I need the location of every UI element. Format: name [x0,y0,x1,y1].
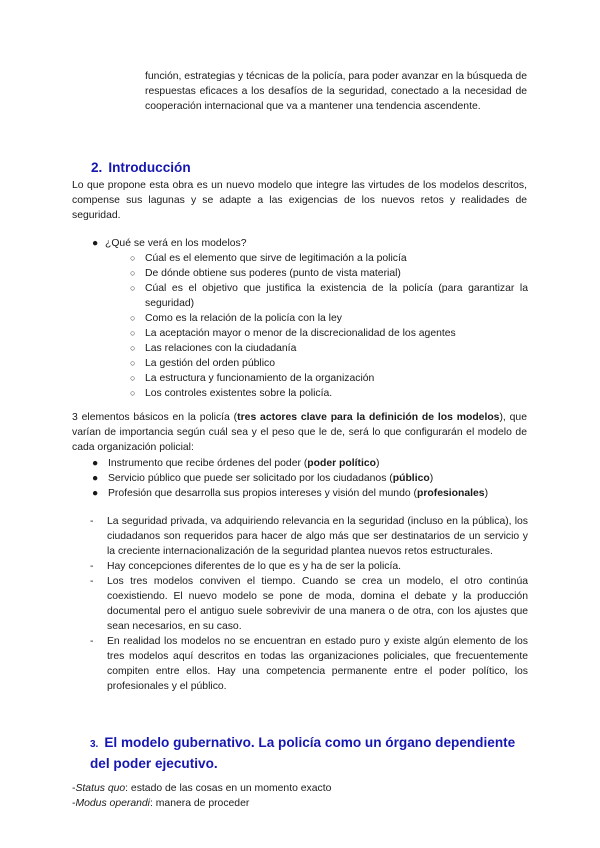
question-text: ¿Qué se verá en los modelos? [105,238,247,249]
definition-term: Modus operandi [75,798,150,809]
actor-text-end: ) [429,473,434,484]
list-item-text: De dónde obtiene sus poderes (punto de vista material) [145,268,401,279]
models-subitems-list [130,251,528,401]
circle-bullet-icon: ○ [130,283,136,293]
list-item-text: La gestión del orden público [145,358,275,369]
actors-intro-text-end: ), que varían de importancia según cuál sea y el peso que le de, será lo que configurarán el modelo de cada organización policial: [72,412,527,453]
list-item [130,266,528,281]
section-number: 2. [91,160,103,175]
bullet-icon: ● [92,488,99,499]
definition-modus-operandi [72,796,527,811]
actor-text: Profesión que desarrolla sus propios intereses y visión del mundo ( [108,488,417,499]
list-item-text: Como es la relación de la policía con la ley [145,313,342,324]
models-question [92,236,532,251]
section-title: Introducción [108,160,191,175]
actor-text-end: ) [375,458,380,469]
dash-bullet-icon: - [90,561,94,572]
actors-paragraph [72,410,527,455]
observations-list [90,514,528,694]
circle-bullet-icon: ○ [130,313,136,323]
list-item [130,356,528,371]
definition-prefix: - [72,783,76,794]
definition-prefix: - [72,798,76,809]
list-item [92,486,532,501]
dash-bullet-icon: - [90,516,94,527]
list-item [90,574,528,634]
bullet-icon: ● [92,458,99,469]
actor-bold: público [392,473,430,484]
actor-text-end: ) [484,488,489,499]
section-title: El modelo gubernativo. La policía como un órgano dependiente del poder ejecutivo. [90,735,516,771]
list-item-text: La seguridad privada, va adquiriendo relevancia en la seguridad (incluso en la pública), los ciudadanos son requeridos para hacer de algo más que ser destinatarios de un servicio y la creciente internacionalización de la seguridad plantea nuevos retos estructurales. [107,516,528,557]
list-item [90,514,528,559]
actor-text: Servicio público que puede ser solicitado por los ciudadanos ( [108,473,393,484]
list-item [130,311,528,326]
dash-bullet-icon: - [90,576,94,587]
circle-bullet-icon: ○ [130,328,136,338]
list-item [90,634,528,694]
definition-status-quo [72,781,527,796]
list-item [130,251,528,266]
bullet-icon: ● [92,473,99,484]
section-number: 3. [90,739,99,750]
list-item [130,341,528,356]
intro-paragraph: función, estrategias y técnicas de la policía, para poder avanzar en la búsqueda de respuestas eficaces a los desafíos de la seguridad, conectado a la necesidad de cooperación internacional que va a mantener una tendencia ascendente. [145,71,527,112]
circle-bullet-icon: ○ [130,373,136,383]
list-item-text: En realidad los modelos no se encuentran en estado puro y existe algún elemento de los tres modelos aquí descritos en todas las organizaciones policiales, que frecuentemente compiten entre ellos. Hay una competencia permanente entre el poder político, los profesionales y el público. [107,636,528,692]
circle-bullet-icon: ○ [130,388,136,398]
list-item [130,371,528,386]
dash-bullet-icon: - [90,636,94,647]
list-item-text: Cúal es el objetivo que justifica la existencia de la policía (para garantizar la seguridad) [145,283,528,309]
list-item [130,326,528,341]
circle-bullet-icon: ○ [130,268,136,278]
actor-text: Instrumento que recibe órdenes del poder ( [108,458,308,469]
list-item [92,456,532,471]
bullet-icon: ● [92,238,99,249]
list-item [130,386,528,401]
circle-bullet-icon: ○ [130,358,136,368]
list-item-text: La aceptación mayor o menor de la discrecionalidad de los agentes [145,328,456,339]
section-heading-modelo-gubernativo [90,733,530,773]
intro-body-paragraph: Lo que propone esta obra es un nuevo modelo que integre las virtudes de los modelos descritos, compense sus lagunas y se adapte a las exigencias de los nuevos retos y realidades de seguridad. [72,180,527,221]
actors-intro-text: 3 elementos básicos en la policía ( [72,412,238,423]
definition-text: : estado de las cosas en un momento exacto [125,783,332,794]
list-item [92,471,532,486]
actor-bold: poder político [307,458,376,469]
list-item-text: Cúal es el elemento que sirve de legitimación a la policía [145,253,407,264]
list-item-text: Los tres modelos conviven el tiempo. Cuando se crea un modelo, el otro continúa coexistiendo. El nuevo modelo se pone de moda, domina el debate y la producción documental pero el antiguo suele sobrevivir de una manera o de otra, con los ajustes que sean necesarios, en su caso. [107,576,528,632]
section-heading-introduccion [91,159,191,177]
definitions [72,781,527,811]
circle-bullet-icon: ○ [130,343,136,353]
actors-list [92,456,532,501]
list-item [90,559,528,574]
list-item-text: Las relaciones con la ciudadanía [145,343,297,354]
list-item-text: La estructura y funcionamiento de la organización [145,373,375,384]
actors-intro-bold: tres actores clave para la definición de los modelos [237,412,500,423]
list-item-text: Hay concepciones diferentes de lo que es y ha de ser la policía. [107,561,402,572]
list-item [130,281,528,311]
question-item [92,236,532,251]
circle-bullet-icon: ○ [130,253,136,263]
list-item-text: Los controles existentes sobre la policía. [145,388,333,399]
definition-text: : manera de proceder [149,798,250,809]
actor-bold: profesionales [417,488,485,499]
definition-term: Status quo [75,783,126,794]
